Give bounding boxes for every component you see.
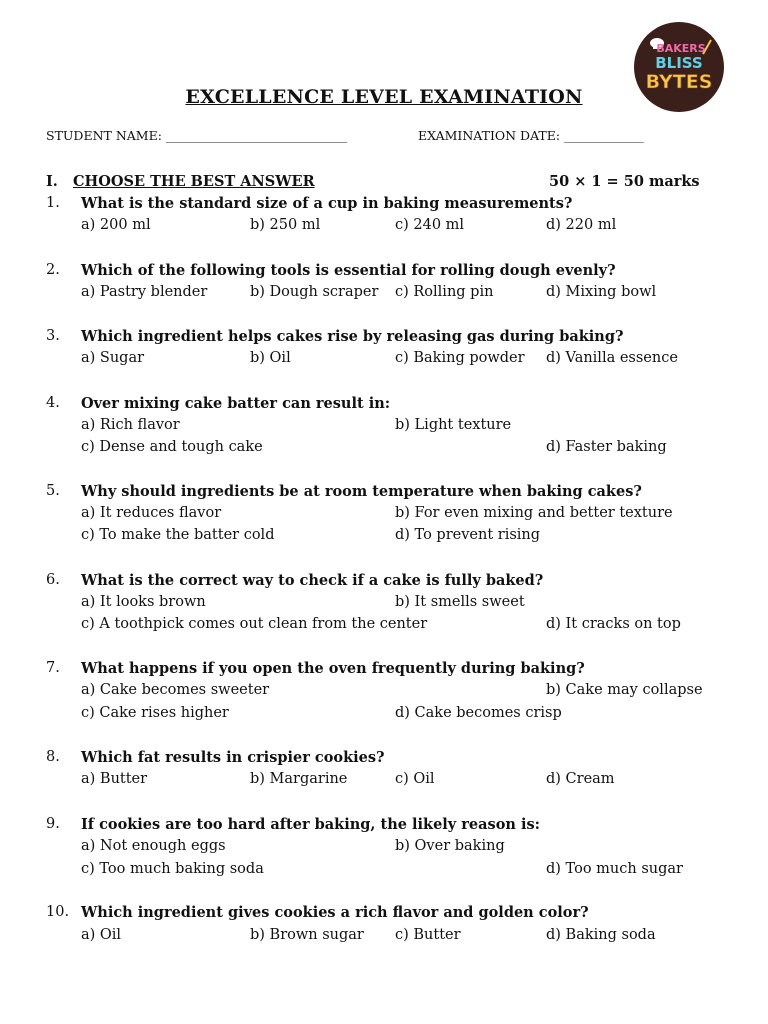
question-number: 2. [46,262,60,278]
question-6 [0,572,768,642]
question-9 [0,816,768,886]
question-number: 3. [46,328,60,344]
option-a[interactable]: a) 200 ml [81,217,151,233]
question-number: 10. [46,904,70,920]
option-d[interactable]: d) Too much sugar [546,861,683,877]
question-text: Which fat results in crispier cookies? [81,749,385,766]
question-text: What is the correct way to check if a cake is fully baked? [81,572,544,589]
option-d[interactable]: d) Faster baking [546,439,667,455]
exam-date-blank[interactable]: ______________ [564,128,644,143]
option-d[interactable]: d) To prevent rising [395,527,541,543]
question-text: If cookies are too hard after baking, the likely reason is: [81,816,540,833]
section-number: I. [46,173,58,190]
option-b[interactable]: b) Brown sugar [250,927,364,943]
question-text: Which of the following tools is essential for rolling dough evenly? [81,262,616,279]
option-b[interactable]: b) For even mixing and better texture [395,505,673,521]
question-text: Which ingredient helps cakes rise by releasing gas during baking? [81,328,624,345]
option-c[interactable]: c) Baking powder [395,350,525,366]
exam-date-label: EXAMINATION DATE: [418,128,565,143]
option-a[interactable]: a) Oil [81,927,122,943]
question-1 [0,195,768,265]
option-c[interactable]: c) 240 ml [395,217,465,233]
exam-title: EXCELLENCE LEVEL EXAMINATION [185,86,583,108]
option-c[interactable]: c) Dense and tough cake [81,439,263,455]
question-3 [0,328,768,398]
question-number: 9. [46,816,60,832]
section-title: CHOOSE THE BEST ANSWER [73,173,315,190]
svg-text:BAKERS: BAKERS [656,42,706,55]
option-d[interactable]: d) Baking soda [546,927,656,943]
question-number: 4. [46,395,60,411]
option-b[interactable]: b) 250 ml [250,217,321,233]
question-8 [0,749,768,819]
section-marks: 50 × 1 = 50 marks [549,173,700,190]
option-a[interactable]: a) Pastry blender [81,284,208,300]
option-d[interactable]: d) 220 ml [546,217,617,233]
student-name-blank[interactable]: ________________________________ [165,128,347,143]
option-b[interactable]: b) Margarine [250,771,348,787]
option-a[interactable]: a) Butter [81,771,148,787]
option-a[interactable]: a) It looks brown [81,594,206,610]
question-text: What happens if you open the oven frequently during baking? [81,660,585,677]
option-b[interactable]: b) Light texture [395,417,512,433]
svg-text:BYTES: BYTES [645,71,713,93]
option-b[interactable]: b) Oil [250,350,291,366]
option-c[interactable]: c) Cake rises higher [81,705,229,721]
option-d[interactable]: d) Cream [546,771,615,787]
question-number: 8. [46,749,60,765]
question-text: Why should ingredients be at room temperature when baking cakes? [81,483,642,500]
question-number: 7. [46,660,60,676]
option-b[interactable]: b) It smells sweet [395,594,525,610]
question-text: What is the standard size of a cup in baking measurements? [81,195,573,212]
option-b[interactable]: b) Over baking [395,838,505,854]
option-a[interactable]: a) Rich flavor [81,417,180,433]
option-d[interactable]: d) Mixing bowl [546,284,657,300]
question-text: Which ingredient gives cookies a rich flavor and golden color? [81,904,589,921]
question-text: Over mixing cake batter can result in: [81,395,391,412]
option-d[interactable]: d) Cake becomes crisp [395,705,562,721]
option-c[interactable]: c) To make the batter cold [81,527,275,543]
question-number: 1. [46,195,60,211]
option-c[interactable]: c) Oil [395,771,435,787]
option-c[interactable]: c) Rolling pin [395,284,494,300]
question-number: 5. [46,483,60,499]
option-b[interactable]: b) Dough scraper [250,284,379,300]
question-2 [0,262,768,332]
exam-date-field[interactable] [418,128,643,143]
question-7 [0,660,768,730]
svg-text:BLISS: BLISS [655,54,703,72]
question-number: 6. [46,572,60,588]
option-c[interactable]: c) A toothpick comes out clean from the center [81,616,428,632]
question-4 [0,395,768,465]
student-name-label: STUDENT NAME: [46,128,166,143]
section-heading [46,173,315,190]
student-name-field[interactable] [46,128,347,143]
option-a[interactable]: a) It reduces flavor [81,505,222,521]
option-a[interactable]: a) Sugar [81,350,145,366]
option-c[interactable]: c) Too much baking soda [81,861,264,877]
option-c[interactable]: c) Butter [395,927,461,943]
question-5 [0,483,768,553]
option-d[interactable]: d) It cracks on top [546,616,681,632]
option-a[interactable]: a) Not enough eggs [81,838,226,854]
question-10 [0,904,768,974]
option-a[interactable]: a) Cake becomes sweeter [81,682,270,698]
option-d[interactable]: d) Vanilla essence [546,350,678,366]
option-b[interactable]: b) Cake may collapse [546,682,703,698]
